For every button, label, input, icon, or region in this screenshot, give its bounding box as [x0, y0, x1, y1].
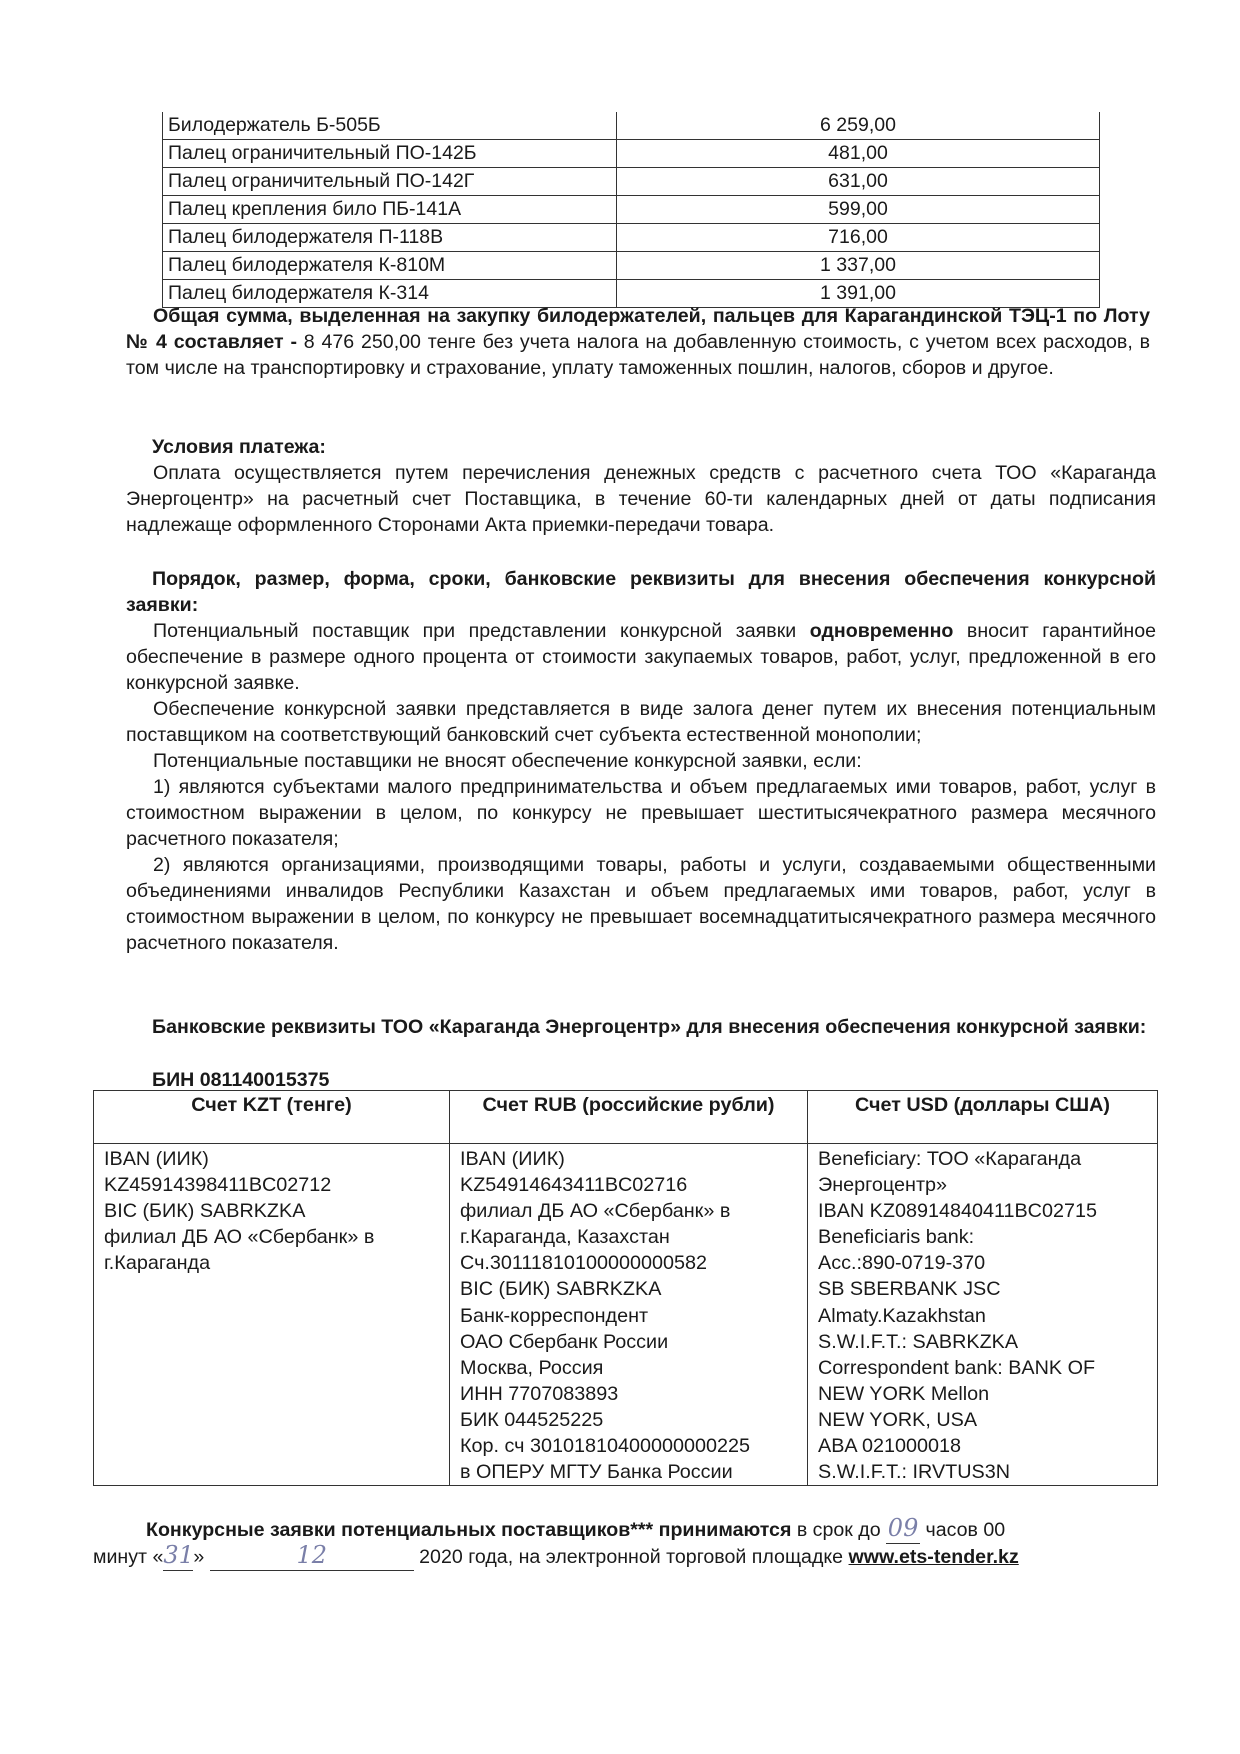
kzt-detail-line: филиал ДБ АО «Сбербанк» в: [104, 1226, 375, 1249]
security-heading-text: Порядок, размер, форма, сроки, банковские реквизиты для внесения обеспечения конкурсной заявки:: [126, 568, 1156, 616]
rub-detail-line: Москва, Россия: [460, 1356, 604, 1379]
security-paragraph-1: [126, 618, 1156, 696]
item-price: 599,00: [617, 196, 1100, 224]
column-usd-header: Счет USD (доллары США): [808, 1091, 1158, 1144]
bank-heading: [126, 1014, 1156, 1040]
kzt-account-details: [94, 1144, 450, 1486]
usd-detail-line: Correspondent bank: BANK OF: [818, 1356, 1096, 1379]
total-amount-bold: Общая сумма, выделенная на закупку билодержателей, пальцев для Карагандинской ТЭЦ-1 по Лоту № 4 составляет -: [126, 305, 1150, 353]
usd-detail-line: Acc.:890-0719-370: [818, 1252, 986, 1275]
rub-detail-line: БИК 044525225: [460, 1408, 604, 1431]
deadline-year-text: 2020 года, на электронной торговой площадке: [413, 1546, 849, 1568]
rub-detail-line: г.Караганда, Казахстан: [460, 1226, 670, 1249]
kzt-detail-line: BIC (БИК) SABRKZKA: [104, 1200, 306, 1223]
security-p1-end: вносит гарантийное обеспечение в размере одного процента от стоимости закупаемых товаров, работ, услуг, предложенной в его конкурсной заявке.: [126, 620, 1157, 694]
item-name: Палец ограничительный ПО-142Б: [163, 140, 617, 168]
usd-detail-line: SB SBERBANK JSC: [818, 1278, 1001, 1301]
kzt-detail-line: г.Караганда: [104, 1252, 211, 1275]
usd-detail-line: ABA 021000018: [818, 1435, 961, 1458]
payment-text: Оплата осуществляется путем перечисления денежных средств с расчетного счета ТОО «Караганда Энергоцентр» на расчетный счет Поставщика, в течение 60-ти календарных дней от даты подписания надлежаще оформленного Сторонами Акта приемки-передачи товара.: [126, 462, 1156, 536]
security-p1-start: Потенциальный поставщик при представлении конкурсной заявки: [153, 620, 810, 642]
rub-detail-line: Сч.30111810100000000582: [460, 1252, 707, 1275]
usd-detail-line: Beneficiary: ТОО «Караганда: [818, 1148, 1082, 1170]
deadline-until: в срок до: [791, 1519, 887, 1541]
item-row: [163, 168, 1100, 196]
usd-detail-line: Beneficiaris bank:: [818, 1226, 975, 1249]
rub-account-details: [450, 1144, 808, 1486]
rub-detail-line: Кор. сч 30101810400000000225: [460, 1435, 751, 1458]
security-paragraph-3: Потенциальные поставщики не вносят обеспечение конкурсной заявки, если:: [153, 750, 862, 772]
item-row: [163, 112, 1100, 140]
item-name: Палец билодержателя К-314: [163, 280, 617, 308]
rub-detail-line: KZ54914643411BC02716: [460, 1174, 688, 1197]
item-price: 1 337,00: [617, 252, 1100, 280]
usd-detail-line: NEW YORK Mellon: [818, 1382, 990, 1405]
deadline-month-handwritten: 12: [296, 1541, 327, 1569]
deadline-hour-handwritten: 09: [887, 1514, 919, 1542]
deadline-line-1: [146, 1515, 1005, 1544]
rub-detail-line: ОАО Сбербанк России: [460, 1330, 669, 1353]
usd-detail-line: Энергоцентр»: [818, 1174, 948, 1197]
deadline-minutes-text: минут «: [93, 1546, 164, 1568]
bank-heading-text: Банковские реквизиты ТОО «Караганда Энергоцентр» для внесения обеспечения конкурсной заявки:: [152, 1016, 1147, 1038]
item-name: Палец крепления било ПБ-141А: [163, 196, 617, 224]
usd-detail-line: Almaty.Kazakhstan: [818, 1304, 986, 1327]
security-paragraph-4: 1) являются субъектами малого предпринимательства и объем предлагаемых ими товаров, работ, услуг в стоимостном выражении в целом, по конкурсу не превышает шеститысячекратного размера месячного расчетного показателя;: [126, 776, 1156, 850]
item-name: Палец билодержателя П-118В: [163, 224, 617, 252]
item-row: [163, 224, 1100, 252]
security-paragraph-2: Обеспечение конкурсной заявки представляется в виде залога денег путем их внесения потенциальным поставщиком на соответствующий банковский счет субъекта естественной монополии;: [126, 698, 1156, 746]
deadline-close-quote: »: [193, 1546, 205, 1568]
item-price: 481,00: [617, 140, 1100, 168]
item-name: Палец билодержателя К-810М: [163, 252, 617, 280]
deadline-line-2: [93, 1542, 1019, 1571]
rub-detail-line: в ОПЕРУ МГТУ Банка России: [460, 1461, 733, 1484]
item-row: [163, 196, 1100, 224]
rub-detail-line: филиал ДБ АО «Сбербанк» в: [460, 1200, 731, 1223]
deadline-hours-text: часов 00: [920, 1519, 1006, 1541]
column-kzt-header: Счет KZT (тенге): [94, 1091, 450, 1144]
rub-detail-line: ИНН 7707083893: [460, 1382, 619, 1405]
items-price-table: [162, 112, 1100, 308]
usd-detail-line: S.W.I.F.T.: IRVTUS3N: [818, 1461, 1010, 1484]
bin-number: БИН 081140015375: [152, 1069, 330, 1091]
total-amount-text: 8 476 250,00 тенге без учета налога на добавленную стоимость, с учетом всех расходов, в том числе на транспортировку и страхование, уплату таможенных пошлин, налогов, сборов и другое.: [126, 331, 1151, 379]
deadline-bold: Конкурсные заявки потенциальных поставщиков***: [146, 1519, 654, 1541]
rub-detail-line: BIC (БИК) SABRKZKA: [460, 1278, 662, 1301]
usd-account-details: [808, 1144, 1158, 1486]
security-section: [126, 618, 1156, 956]
usd-detail-line: IBAN KZ08914840411BC02715: [818, 1200, 1097, 1223]
rub-detail-line: IBAN (ИИК): [460, 1148, 565, 1170]
usd-detail-line: NEW YORK, USA: [818, 1408, 978, 1431]
deadline-day-handwritten: 31: [163, 1541, 194, 1569]
bank-details-table: [93, 1090, 1158, 1486]
item-row: [163, 252, 1100, 280]
deadline-accepted: принимаются: [653, 1519, 792, 1541]
deadline-month-field: [210, 1542, 414, 1571]
item-price: 716,00: [617, 224, 1100, 252]
security-paragraph-5: 2) являются организациями, производящими товары, работы и услуги, создаваемыми общественными объединениями инвалидов Республики Казахстан и объем предлагаемых ими товаров, работ, услуг в стоимостном выражении в целом, по конкурсу не превышает восемнадцатитысячекратного размера месячного расчетного показателя.: [126, 854, 1156, 954]
column-rub-header: Счет RUB (российские рубли): [450, 1091, 808, 1144]
item-name: Билодержатель Б-505Б: [163, 112, 617, 140]
security-heading: [126, 566, 1156, 618]
ets-tender-link[interactable]: www.ets-tender.kz: [848, 1546, 1019, 1568]
item-price: 1 391,00: [617, 280, 1100, 308]
usd-detail-line: S.W.I.F.T.: SABRKZKA: [818, 1330, 1019, 1353]
item-price: 6 259,00: [617, 112, 1100, 140]
deadline-hour-field: [886, 1515, 920, 1544]
item-price: 631,00: [617, 168, 1100, 196]
payment-paragraph: [126, 460, 1156, 538]
rub-detail-line: Банк-корреспондент: [460, 1304, 649, 1327]
kzt-detail-line: KZ45914398411BC02712: [104, 1174, 332, 1197]
item-name: Палец ограничительный ПО-142Г: [163, 168, 617, 196]
deadline-day-field: [163, 1542, 193, 1571]
payment-heading: Условия платежа:: [152, 436, 326, 458]
total-amount-paragraph: [126, 303, 1150, 381]
security-p1-bold: одновременно: [809, 620, 954, 642]
item-row: [163, 140, 1100, 168]
kzt-detail-line: IBAN (ИИК): [104, 1148, 209, 1170]
